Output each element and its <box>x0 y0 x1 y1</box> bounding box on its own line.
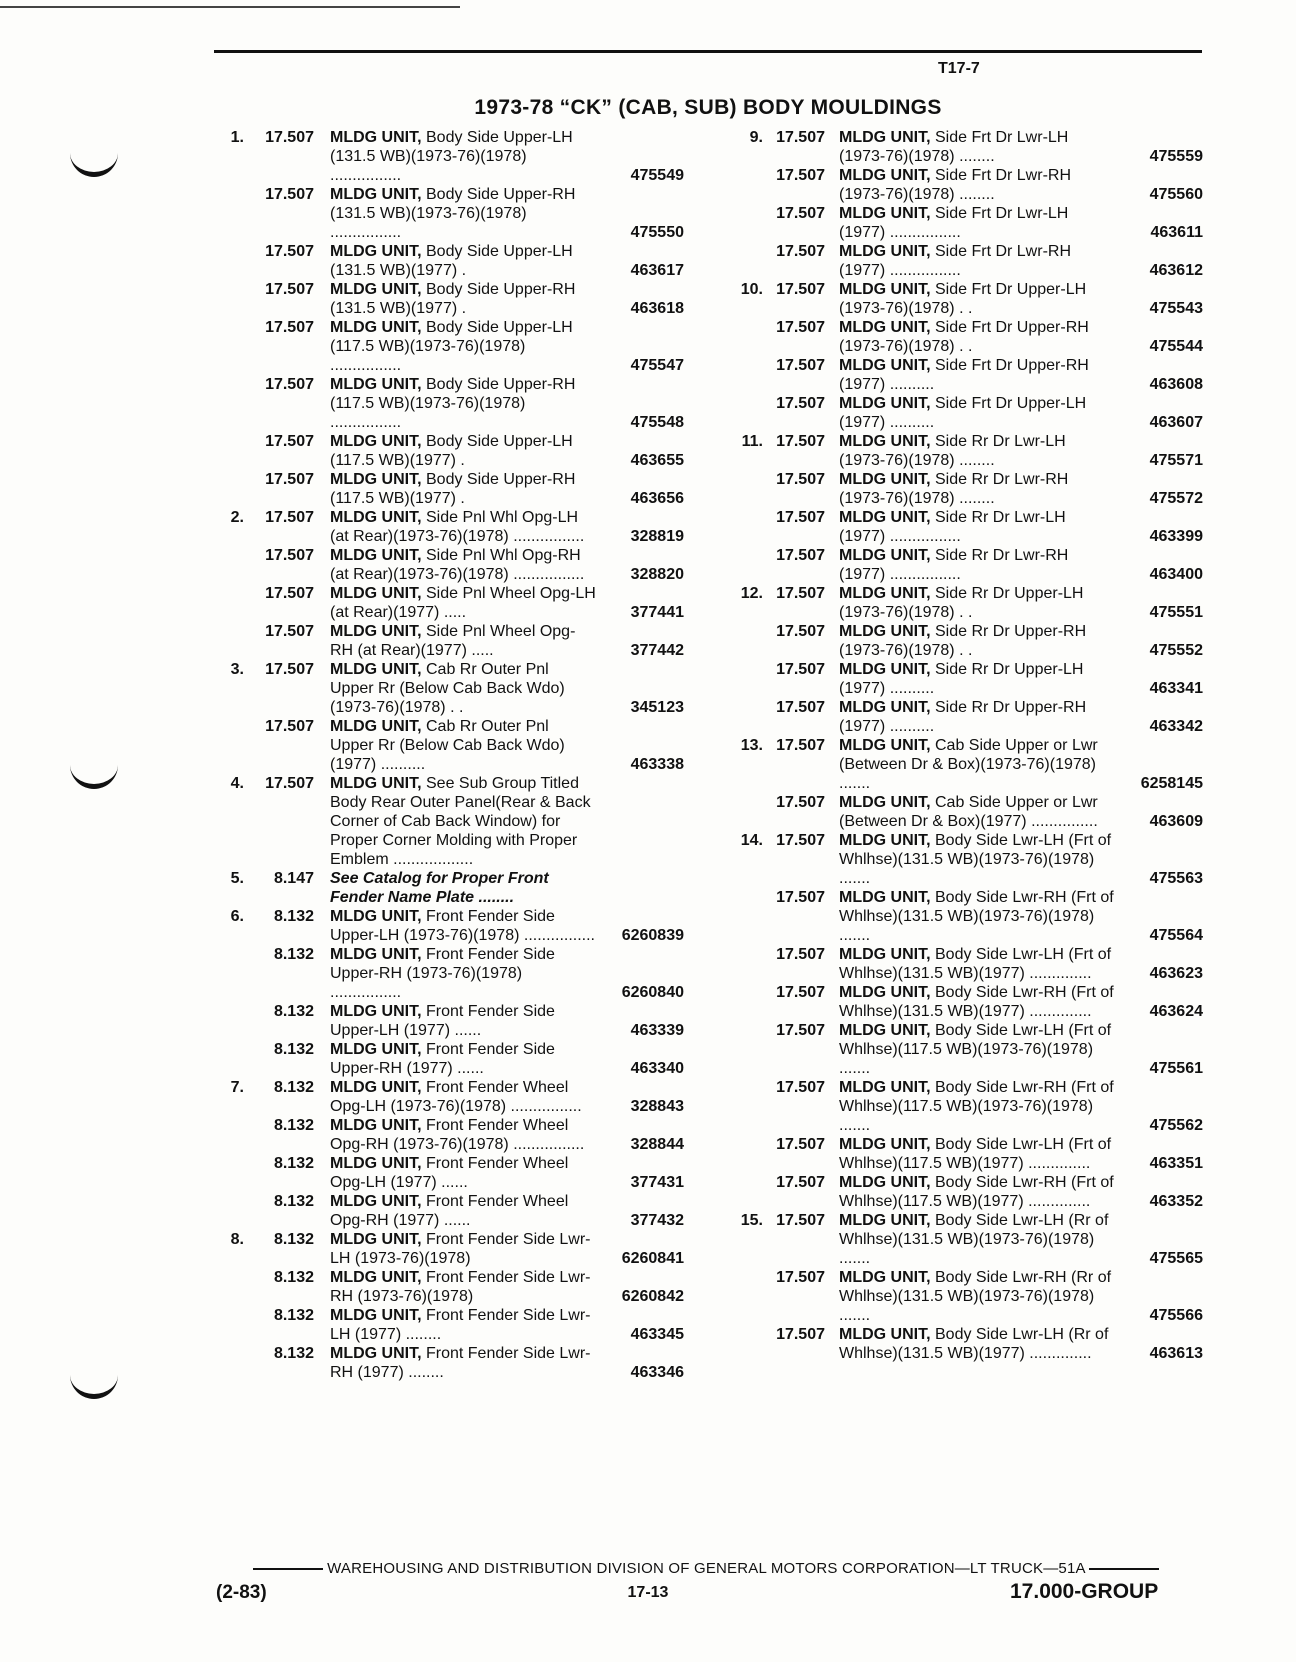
group-number: 8.132 <box>273 946 314 963</box>
callout-number <box>214 280 244 318</box>
part-entry <box>735 1021 1203 1078</box>
part-entry <box>735 318 1203 356</box>
part-number: 463400 <box>1149 566 1203 583</box>
group-number: 17.507 <box>265 319 314 336</box>
page-title: 1973-78 “CK” (CAB, SUB) BODY MOULDINGS <box>474 96 942 119</box>
group-number: 8.132 <box>273 1193 314 1210</box>
group-number: 17.507 <box>265 547 314 564</box>
part-description: MLDG UNIT, Cab Rr Outer Pnl Upper Rr (Below Cab Back Wdo)(1973-76)(1978) . . <box>330 661 565 716</box>
part-entry <box>214 1268 684 1306</box>
part-description: MLDG UNIT, Side Pnl Whl Opg-RH (at Rear)(1973-76)(1978) ................ <box>330 547 585 583</box>
part-entry <box>735 280 1203 318</box>
part-entry <box>214 280 684 318</box>
part-number: 328843 <box>630 1098 684 1115</box>
footer-group: 17.000-GROUP <box>1010 1580 1159 1603</box>
part-description: MLDG UNIT, Side Pnl Whl Opg-LH (at Rear)(1973-76)(1978) ................ <box>330 509 585 545</box>
callout-number <box>735 698 763 736</box>
part-entry <box>735 546 1203 584</box>
part-entry <box>214 242 684 280</box>
callout-number <box>214 432 244 470</box>
callout-number <box>214 1306 244 1344</box>
group-number: 17.507 <box>776 395 825 412</box>
callout-number: 15. <box>740 1212 763 1229</box>
part-number: 463613 <box>1149 1345 1203 1362</box>
part-entry <box>214 318 684 375</box>
group-number: 17.507 <box>265 129 314 146</box>
group-number: 17.507 <box>776 1269 825 1286</box>
callout-number <box>214 1344 244 1382</box>
part-entry <box>214 1344 684 1382</box>
part-number: 463617 <box>630 262 684 279</box>
part-description: MLDG UNIT, Front Fender Side Lwr-LH (1977) ........ <box>330 1307 591 1343</box>
callout-number: 2. <box>230 509 244 526</box>
callout-number <box>735 945 763 983</box>
part-description: MLDG UNIT, Body Side Upper-RH (131.5 WB)(1977) . <box>330 281 576 317</box>
footer-page-number: 17-13 <box>627 1584 669 1601</box>
part-entry <box>735 508 1203 546</box>
header-rule <box>214 50 1202 53</box>
group-number: 8.132 <box>273 1307 314 1324</box>
part-number: 475544 <box>1149 338 1203 355</box>
group-number: 17.507 <box>265 509 314 526</box>
part-number: 463399 <box>1149 528 1203 545</box>
part-description: MLDG UNIT, Side Frt Dr Lwr-LH (1977) ................ <box>839 205 1069 241</box>
part-number: 463609 <box>1149 813 1203 830</box>
part-entry <box>735 660 1203 698</box>
group-number: 17.507 <box>776 243 825 260</box>
callout-number <box>735 1078 763 1135</box>
callout-number <box>214 242 244 280</box>
callout-number <box>214 546 244 584</box>
group-number: 8.132 <box>273 1117 314 1134</box>
footer-dash <box>253 1568 323 1570</box>
callout-number <box>735 1021 763 1078</box>
part-description: MLDG UNIT, Side Frt Dr Upper-LH (1977) .......... <box>839 395 1087 431</box>
part-number: 463623 <box>1149 965 1203 982</box>
part-number: 463611 <box>1150 224 1203 241</box>
part-entry <box>735 945 1203 983</box>
part-description: MLDG UNIT, Side Rr Dr Upper-LH (1977) .......... <box>839 661 1084 697</box>
part-description: MLDG UNIT, Body Side Upper-LH (117.5 WB)(1973-76)(1978) ................ <box>330 319 573 374</box>
part-description: MLDG UNIT, Front Fender Side Upper-RH (1977) ...... <box>330 1041 555 1077</box>
part-description: MLDG UNIT, Side Rr Dr Lwr-LH (1977) ................ <box>839 509 1066 545</box>
group-number: 8.132 <box>273 1345 314 1362</box>
callout-number: 12. <box>740 585 763 602</box>
callout-number: 14. <box>740 832 763 849</box>
part-entry <box>214 1306 684 1344</box>
part-description: MLDG UNIT, Front Fender Side Lwr-LH (1973-76)(1978) <box>330 1231 591 1267</box>
part-entry <box>214 869 684 907</box>
part-description: MLDG UNIT, Body Side Lwr-RH (Frt of Whlhse)(131.5 WB)(1973-76)(1978) ....... <box>839 889 1114 944</box>
part-description: MLDG UNIT, Side Rr Dr Upper-RH (1977) .......... <box>839 699 1087 735</box>
part-entry <box>214 1230 684 1268</box>
part-entry <box>735 698 1203 736</box>
callout-number: 5. <box>230 870 244 887</box>
binder-hole-mark <box>70 150 118 177</box>
part-number: 463656 <box>630 490 684 507</box>
callout-number <box>214 1268 244 1306</box>
part-description: MLDG UNIT, Body Side Upper-RH (117.5 WB)(1977) . <box>330 471 576 507</box>
group-number: 17.507 <box>265 376 314 393</box>
part-entry <box>735 394 1203 432</box>
group-number: 17.507 <box>776 1079 825 1096</box>
callout-number <box>735 546 763 584</box>
part-description: MLDG UNIT, Body Side Lwr-LH (Frt of Whlhse)(117.5 WB)(1973-76)(1978) ....... <box>839 1022 1112 1077</box>
group-number: 17.507 <box>776 1022 825 1039</box>
callout-number: 8. <box>230 1231 244 1248</box>
part-number: 463618 <box>630 300 684 317</box>
callout-number <box>735 1325 763 1363</box>
part-entry <box>214 584 684 622</box>
part-description: MLDG UNIT, Body Side Lwr-LH (Frt of Whlhse)(131.5 WB)(1977) .............. <box>839 946 1112 982</box>
callout-number <box>214 1116 244 1154</box>
part-entry <box>214 1154 684 1192</box>
part-entry <box>735 128 1203 166</box>
group-number: 8.132 <box>273 908 314 925</box>
part-description: MLDG UNIT, Body Side Lwr-RH (Frt of Whlhse)(117.5 WB)(1973-76)(1978) ....... <box>839 1079 1114 1134</box>
part-entry <box>735 831 1203 888</box>
callout-number <box>735 166 763 204</box>
group-number: 17.507 <box>265 186 314 203</box>
part-description: MLDG UNIT, Cab Side Upper or Lwr (Between Dr & Box)(1977) ............... <box>839 794 1098 830</box>
part-number: 475563 <box>1149 870 1203 887</box>
part-description: MLDG UNIT, Front Fender Side Upper-RH (1973-76)(1978) ................ <box>330 946 555 1001</box>
part-entry <box>214 1078 684 1116</box>
group-number: 17.507 <box>776 167 825 184</box>
part-number: 463352 <box>1149 1193 1203 1210</box>
part-number: 475550 <box>630 224 684 241</box>
part-description: MLDG UNIT, Side Frt Dr Lwr-RH (1973-76)(1978) ........ <box>839 167 1071 203</box>
footer-text: WAREHOUSING AND DISTRIBUTION DIVISION OF GENERAL MOTORS CORPORATION—LT TRUCK—51A <box>327 1560 1085 1577</box>
group-number: 17.507 <box>265 718 314 735</box>
part-number: 463655 <box>630 452 684 469</box>
part-number: 6260841 <box>621 1250 684 1267</box>
callout-number <box>735 356 763 394</box>
part-description: MLDG UNIT, Body Side Upper-RH (117.5 WB)(1973-76)(1978) ................ <box>330 376 576 431</box>
callout-number <box>214 318 244 375</box>
part-description: MLDG UNIT, Body Side Lwr-LH (Rr of Whlhse)(131.5 WB)(1977) .............. <box>839 1326 1109 1362</box>
part-number: 475562 <box>1149 1117 1203 1134</box>
group-number: 8.132 <box>273 1269 314 1286</box>
part-entry <box>735 793 1203 831</box>
group-number: 17.507 <box>776 205 825 222</box>
part-description: MLDG UNIT, Side Frt Dr Upper-RH (1977) .......... <box>839 357 1089 393</box>
part-entry <box>214 907 684 945</box>
part-entry <box>214 128 684 185</box>
part-number: 328819 <box>630 528 684 545</box>
part-entry <box>214 1002 684 1040</box>
group-number: 17.507 <box>776 547 825 564</box>
callout-number <box>214 1040 244 1078</box>
group-number: 17.507 <box>265 775 314 792</box>
part-entry <box>735 356 1203 394</box>
callout-number <box>735 888 763 945</box>
part-description: MLDG UNIT, Body Side Upper-LH (131.5 WB)(1973-76)(1978) ................ <box>330 129 573 184</box>
part-description: MLDG UNIT, Side Frt Dr Lwr-RH (1977) ................ <box>839 243 1071 279</box>
part-description: MLDG UNIT, See Sub Group Titled Body Rear Outer Panel(Rear & Back Corner of Cab Back Window) for Proper Corner Molding with Proper Emblem .................. <box>330 775 591 868</box>
part-number: 6260840 <box>621 984 684 1001</box>
part-entry <box>214 660 684 717</box>
parts-column-right <box>735 128 1203 1363</box>
part-description: MLDG UNIT, Body Side Upper-RH (131.5 WB)(1973-76)(1978) ................ <box>330 186 576 241</box>
part-number: 475549 <box>630 167 684 184</box>
part-number: 6260842 <box>621 1288 684 1305</box>
group-number: 8.132 <box>273 1155 314 1172</box>
callout-number <box>735 1173 763 1211</box>
part-number: 475548 <box>630 414 684 431</box>
callout-number <box>214 945 244 1002</box>
callout-number <box>214 584 244 622</box>
part-number: 475566 <box>1149 1307 1203 1324</box>
part-entry <box>214 945 684 1002</box>
part-number: 475564 <box>1149 927 1203 944</box>
part-number: 475551 <box>1149 604 1203 621</box>
group-number: 17.507 <box>776 794 825 811</box>
callout-number <box>735 242 763 280</box>
group-number: 17.507 <box>776 471 825 488</box>
part-entry <box>735 888 1203 945</box>
part-description: MLDG UNIT, Body Side Lwr-LH (Frt of Whlhse)(131.5 WB)(1973-76)(1978) ....... <box>839 832 1112 887</box>
group-number: 8.147 <box>273 870 314 887</box>
callout-number: 9. <box>749 129 763 146</box>
part-description: MLDG UNIT, Body Side Lwr-RH (Frt of Whlhse)(131.5 WB)(1977) .............. <box>839 984 1114 1020</box>
part-number: 463607 <box>1149 414 1203 431</box>
group-number: 17.507 <box>265 471 314 488</box>
part-description: MLDG UNIT, Front Fender Side Upper-LH (1977) ...... <box>330 1003 555 1039</box>
callout-number <box>735 204 763 242</box>
part-number: 475572 <box>1149 490 1203 507</box>
part-entry <box>735 432 1203 470</box>
part-entry <box>214 375 684 432</box>
group-number: 17.507 <box>776 433 825 450</box>
group-number: 17.507 <box>776 357 825 374</box>
callout-number: 4. <box>230 775 244 792</box>
part-entry <box>735 166 1203 204</box>
part-number: 475543 <box>1149 300 1203 317</box>
part-description: MLDG UNIT, Side Frt Dr Lwr-LH (1973-76)(1978) ........ <box>839 129 1069 165</box>
page-code: T17-7 <box>938 60 980 77</box>
callout-number: 11. <box>741 433 763 450</box>
part-entry <box>214 1040 684 1078</box>
part-entry <box>214 622 684 660</box>
group-number: 8.132 <box>273 1041 314 1058</box>
part-number: 475559 <box>1149 148 1203 165</box>
part-description: MLDG UNIT, Front Fender Wheel Opg-LH (1977) ...... <box>330 1155 569 1191</box>
part-entry <box>735 736 1203 793</box>
part-entry <box>735 204 1203 242</box>
callout-number: 1. <box>230 129 244 146</box>
group-number: 17.507 <box>265 433 314 450</box>
binder-hole-mark <box>70 1372 118 1399</box>
callout-number <box>735 983 763 1021</box>
part-entry <box>735 584 1203 622</box>
part-entry <box>735 242 1203 280</box>
part-entry <box>214 774 684 869</box>
part-description: MLDG UNIT, Front Fender Side Lwr-RH (1977) ........ <box>330 1345 591 1381</box>
part-number: 463624 <box>1149 1003 1203 1020</box>
group-number: 17.507 <box>776 737 825 754</box>
part-number: 6258145 <box>1140 775 1203 792</box>
part-entry <box>735 983 1203 1021</box>
part-description: See Catalog for Proper Front Fender Name Plate ........ <box>330 870 549 906</box>
part-description: MLDG UNIT, Front Fender Wheel Opg-RH (1973-76)(1978) ................ <box>330 1117 585 1153</box>
group-number: 17.507 <box>776 661 825 678</box>
group-number: 17.507 <box>776 1212 825 1229</box>
group-number: 17.507 <box>776 1136 825 1153</box>
part-description: MLDG UNIT, Side Rr Dr Lwr-RH (1977) ................ <box>839 547 1069 583</box>
part-description: MLDG UNIT, Body Side Upper-LH (117.5 WB)(1977) . <box>330 433 573 469</box>
parts-column-left <box>214 128 684 1382</box>
part-description: MLDG UNIT, Body Side Lwr-RH (Rr of Whlhse)(131.5 WB)(1973-76)(1978) ....... <box>839 1269 1112 1324</box>
part-number: 475552 <box>1149 642 1203 659</box>
part-description: MLDG UNIT, Side Rr Dr Lwr-LH (1973-76)(1978) ........ <box>839 433 1066 469</box>
part-entry <box>735 470 1203 508</box>
group-number: 17.507 <box>776 319 825 336</box>
callout-number <box>214 375 244 432</box>
part-description: MLDG UNIT, Body Side Lwr-RH (Frt of Whlhse)(117.5 WB)(1977) .............. <box>839 1174 1114 1210</box>
part-number: 463351 <box>1149 1155 1203 1172</box>
callout-number <box>214 1002 244 1040</box>
part-description: MLDG UNIT, Front Fender Side Upper-LH (1973-76)(1978) ................ <box>330 908 595 944</box>
part-description: MLDG UNIT, Side Pnl Wheel Opg-RH (at Rear)(1977) ..... <box>330 623 576 659</box>
footer-dash <box>1089 1568 1159 1570</box>
callout-number <box>735 660 763 698</box>
binder-hole-mark <box>70 762 118 789</box>
part-entry <box>735 622 1203 660</box>
part-description: MLDG UNIT, Body Side Lwr-LH (Rr of Whlhse)(131.5 WB)(1973-76)(1978) ....... <box>839 1212 1109 1267</box>
group-number: 17.507 <box>265 623 314 640</box>
callout-number: 7. <box>230 1079 244 1096</box>
group-number: 17.507 <box>265 243 314 260</box>
part-entry <box>735 1211 1203 1268</box>
part-number: 377441 <box>630 604 684 621</box>
part-number: 475565 <box>1149 1250 1203 1267</box>
scan-edge-line <box>0 6 460 8</box>
part-entry <box>214 470 684 508</box>
callout-number <box>214 1154 244 1192</box>
part-number: 328820 <box>630 566 684 583</box>
group-number: 17.507 <box>776 889 825 906</box>
part-entry <box>214 1192 684 1230</box>
callout-number <box>735 622 763 660</box>
group-number: 17.507 <box>776 1174 825 1191</box>
callout-number <box>214 1192 244 1230</box>
part-entry <box>214 546 684 584</box>
part-number: 463338 <box>630 756 684 773</box>
part-description: MLDG UNIT, Side Rr Dr Upper-RH (1973-76)(1978) . . <box>839 623 1087 659</box>
part-entry <box>214 717 684 774</box>
callout-number <box>735 508 763 546</box>
callout-number <box>735 1135 763 1173</box>
part-description: MLDG UNIT, Side Rr Dr Lwr-RH (1973-76)(1978) ........ <box>839 471 1069 507</box>
part-entry <box>214 185 684 242</box>
part-entry <box>735 1173 1203 1211</box>
part-number: 328844 <box>630 1136 684 1153</box>
part-number: 463346 <box>630 1364 684 1381</box>
part-number: 463345 <box>630 1326 684 1343</box>
part-description: MLDG UNIT, Side Rr Dr Upper-LH (1973-76)(1978) . . <box>839 585 1084 621</box>
part-description: MLDG UNIT, Side Frt Dr Upper-LH (1973-76)(1978) . . <box>839 281 1087 317</box>
part-number: 475560 <box>1149 186 1203 203</box>
part-description: MLDG UNIT, Body Side Upper-LH (131.5 WB)(1977) . <box>330 243 573 279</box>
part-description: MLDG UNIT, Side Pnl Wheel Opg-LH (at Rear)(1977) ..... <box>330 585 596 621</box>
group-number: 17.507 <box>776 984 825 1001</box>
group-number: 17.507 <box>776 281 825 298</box>
part-entry <box>735 1135 1203 1173</box>
group-number: 17.507 <box>776 1326 825 1343</box>
part-number: 345123 <box>630 699 684 716</box>
part-number: 475571 <box>1149 452 1203 469</box>
group-number: 17.507 <box>265 585 314 602</box>
part-number: 463342 <box>1149 718 1203 735</box>
part-number: 377442 <box>630 642 684 659</box>
part-description: MLDG UNIT, Side Frt Dr Upper-RH (1973-76)(1978) . . <box>839 319 1089 355</box>
group-number: 17.507 <box>265 281 314 298</box>
part-number: 463341 <box>1149 680 1203 697</box>
part-number: 377431 <box>630 1174 684 1191</box>
callout-number: 6. <box>230 908 244 925</box>
part-number: 463339 <box>630 1022 684 1039</box>
part-entry <box>214 432 684 470</box>
part-entry <box>735 1078 1203 1135</box>
callout-number <box>214 470 244 508</box>
part-description: MLDG UNIT, Front Fender Side Lwr-RH (1973-76)(1978) <box>330 1269 591 1305</box>
footer-publisher-line <box>226 1560 1186 1577</box>
group-number: 8.132 <box>273 1079 314 1096</box>
part-number: 377432 <box>630 1212 684 1229</box>
group-number: 17.507 <box>776 946 825 963</box>
part-description: MLDG UNIT, Front Fender Wheel Opg-RH (1977) ...... <box>330 1193 569 1229</box>
group-number: 17.507 <box>265 661 314 678</box>
part-number: 475561 <box>1149 1060 1203 1077</box>
part-description: MLDG UNIT, Body Side Lwr-LH (Frt of Whlhse)(117.5 WB)(1977) .............. <box>839 1136 1112 1172</box>
callout-number <box>214 185 244 242</box>
callout-number <box>214 717 244 774</box>
part-entry <box>735 1268 1203 1325</box>
callout-number <box>735 470 763 508</box>
footer-date: (2-83) <box>216 1582 267 1603</box>
callout-number <box>735 1268 763 1325</box>
part-entry <box>214 1116 684 1154</box>
part-number: 6260839 <box>621 927 684 944</box>
part-number: 463340 <box>630 1060 684 1077</box>
part-number: 463608 <box>1149 376 1203 393</box>
group-number: 17.507 <box>776 623 825 640</box>
group-number: 17.507 <box>776 509 825 526</box>
callout-number: 13. <box>740 737 763 754</box>
callout-number <box>735 318 763 356</box>
part-entry <box>214 508 684 546</box>
group-number: 17.507 <box>776 832 825 849</box>
group-number: 17.507 <box>776 585 825 602</box>
group-number: 8.132 <box>273 1231 314 1248</box>
callout-number <box>735 394 763 432</box>
part-number: 475547 <box>630 357 684 374</box>
part-number: 463612 <box>1149 262 1203 279</box>
part-entry <box>735 1325 1203 1363</box>
callout-number: 3. <box>230 661 244 678</box>
group-number: 17.507 <box>776 699 825 716</box>
callout-number <box>735 793 763 831</box>
group-number: 17.507 <box>776 129 825 146</box>
callout-number <box>214 622 244 660</box>
callout-number: 10. <box>740 281 763 298</box>
part-description: MLDG UNIT, Cab Side Upper or Lwr (Between Dr & Box)(1973-76)(1978) ....... <box>839 737 1098 792</box>
part-description: MLDG UNIT, Front Fender Wheel Opg-LH (1973-76)(1978) ................ <box>330 1079 582 1115</box>
group-number: 8.132 <box>273 1003 314 1020</box>
part-description: MLDG UNIT, Cab Rr Outer Pnl Upper Rr (Below Cab Back Wdo)(1977) .......... <box>330 718 565 773</box>
